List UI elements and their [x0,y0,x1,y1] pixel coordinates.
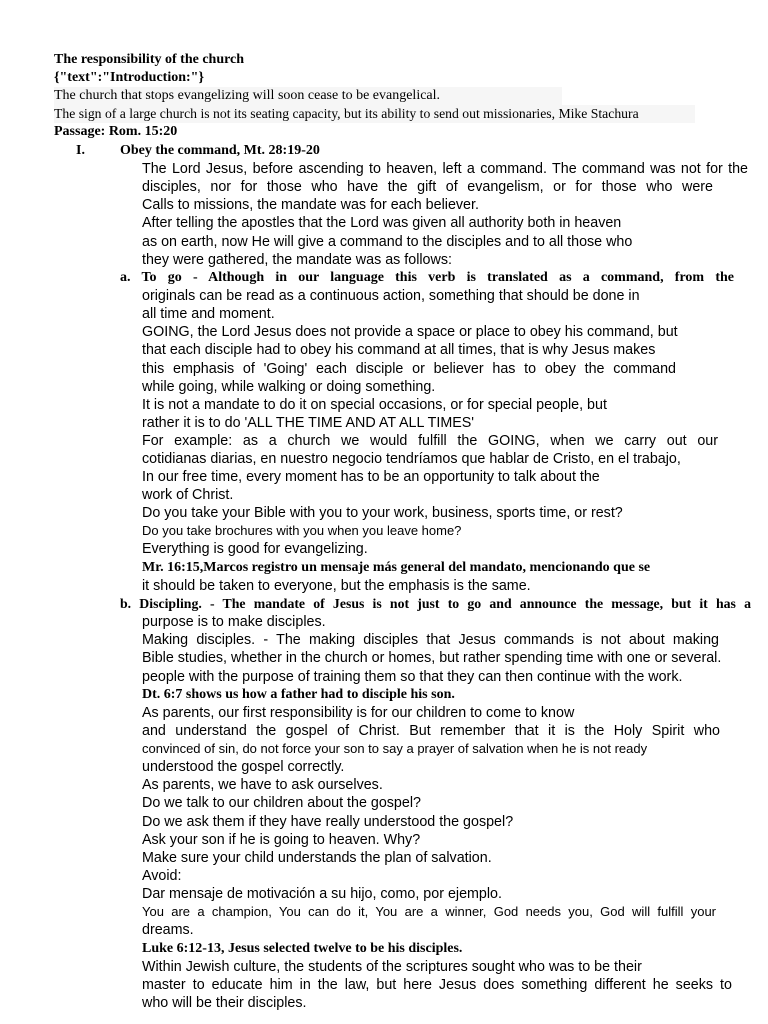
body-line: disciples, nor for those who have the gift of evangelism, or for those who were [142,179,713,195]
body-line: people with the purpose of training them so that they can then continue with the work. [142,669,683,685]
body-line: this emphasis of 'Going' each disciple or believer has to obey the command [142,361,676,377]
body-line: who will be their disciples. [142,995,307,1011]
body-line: As parents, our first responsibility is for our children to come to know [142,705,575,721]
body-line: You are a champion, You can do it, You are a winner, God needs you, God will fulfill your [142,904,716,919]
body-line: Within Jewish culture, the students of the scriptures sought who was to be their [142,959,642,975]
body-line: Making disciples. - The making disciples that Jesus commands is not about making [142,632,719,648]
body-line: that each disciple had to obey his command at all times, that is why Jesus makes [142,342,656,358]
scripture-reference: Dt. 6:7 shows us how a father had to disciple his son. [142,687,455,702]
body-line: Make sure your child understands the plan of salvation. [142,850,492,866]
body-line: cotidianas diarias, en nuestro negocio tendríamos que hablar de Cristo, en el trabajo, [142,451,681,467]
body-line: rather it is to do 'ALL THE TIME AND AT ALL TIMES' [142,415,475,431]
body-line: understood the gospel correctly. [142,759,345,775]
body-line: Bible studies, whether in the church or homes, but rather spending time with one or several. [142,650,722,666]
section-numeral: I. [76,143,85,158]
scripture-reference: Mr. 16:15,Marcos registro un mensaje más general del mandato, mencionando que se [142,560,651,575]
body-line: Ask your son if he is going to heaven. Why? [142,832,421,848]
body-line: After telling the apostles that the Lord was given all authority both in heaven [142,215,622,231]
quote-line: The sign of a large church is not its seating capacity, but its ability to send out missionaries, Mike Stachura [54,105,695,123]
passage-reference: Passage: Rom. 15:20 [54,124,178,139]
body-line: Calls to missions, the mandate was for each believer. [142,197,479,213]
body-line: and understand the gospel of Christ. But remember that it is the Holy Spirit who [142,723,720,739]
body-line: GOING, the Lord Jesus does not provide a space or place to obey his command, but [142,324,678,340]
body-line: It is not a mandate to do it on special occasions, or for special people, but [142,397,607,413]
body-line: purpose is to make disciples. [142,614,326,630]
body-line: master to educate him in the law, but here Jesus does something different he seeks to [142,977,732,993]
body-line: while going, while walking or doing something. [142,379,436,395]
point-b-heading: b. Discipling. - The mandate of Jesus is not just to go and announce the message, but it has a [120,596,751,611]
body-line: originals can be read as a continuous action, something that should be done in [142,288,640,304]
body-line: Do we ask them if they have really understood the gospel? [142,814,514,830]
point-a-heading: a. To go - Although in our language this verb is translated as a command, from the [120,270,734,285]
scripture-reference: Luke 6:12-13, Jesus selected twelve to be his disciples. [142,941,463,956]
body-line: As parents, we have to ask ourselves. [142,777,383,793]
body-line: it should be taken to everyone, but the emphasis is the same. [142,578,531,594]
body-line: convinced of sin, do not force your son to say a prayer of salvation when he is not ready [142,741,648,756]
body-line: Everything is good for evangelizing. [142,541,368,557]
introduction-label: {"text":"Introduction:"} [54,70,204,85]
body-line: In our free time, every moment has to be an opportunity to talk about the [142,469,600,485]
body-line: Avoid: [142,868,182,884]
body-line: For example: as a church we would fulfill the GOING, when we carry out our [142,433,718,449]
body-line: The Lord Jesus, before ascending to heaven, left a command. The command was not for the [142,161,748,177]
body-line: Do we talk to our children about the gospel? [142,795,421,811]
body-line: they were gathered, the mandate was as follows: [142,252,452,268]
quote-line: The church that stops evangelizing will soon cease to be evangelical. [54,87,562,105]
body-line: work of Christ. [142,487,234,503]
body-line: as on earth, now He will give a command to the disciples and to all those who [142,234,633,250]
body-line: dreams. [142,922,194,938]
body-line: Dar mensaje de motivación a su hijo, como, por ejemplo. [142,886,502,902]
body-line: all time and moment. [142,306,275,322]
section-heading: Obey the command, Mt. 28:19-20 [120,143,320,158]
body-line: Do you take your Bible with you to your work, business, sports time, or rest? [142,505,623,521]
document-title: The responsibility of the church [54,52,245,67]
body-line: Do you take brochures with you when you leave home? [142,523,462,538]
